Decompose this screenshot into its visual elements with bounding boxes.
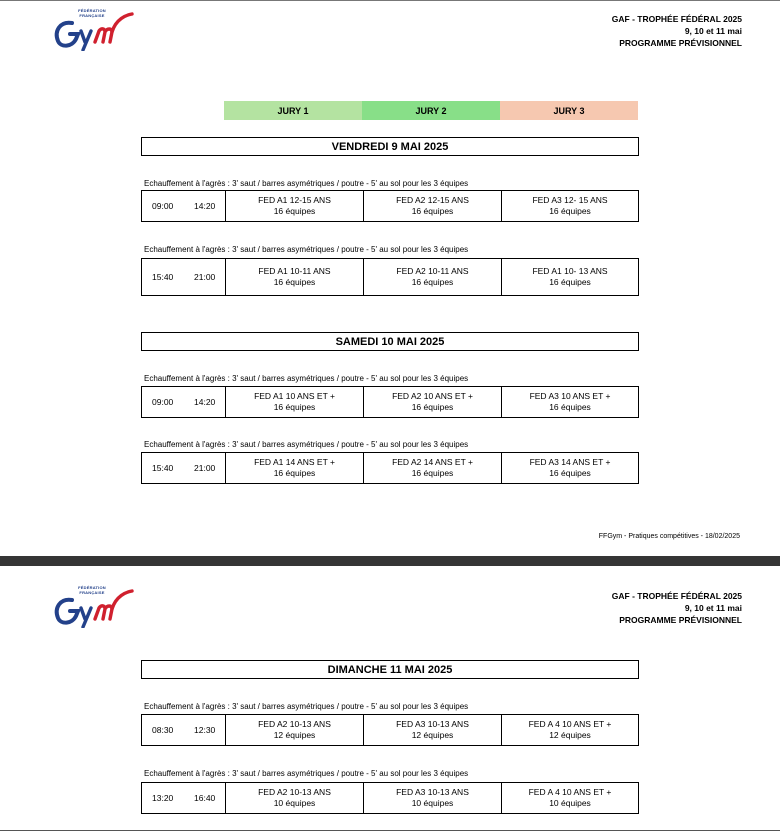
category-name: FED A 4 10 ANS ET + xyxy=(528,719,612,729)
category-name: FED A2 14 ANS ET + xyxy=(392,457,473,467)
slot-end-time: 16:40 xyxy=(194,793,216,803)
category-name: FED A2 10-13 ANS xyxy=(258,719,331,729)
jury-1-cell xyxy=(225,453,363,483)
category-name: FED A1 10 ANS ET + xyxy=(254,391,335,401)
jury-3-cell xyxy=(501,259,639,295)
logo-text-line1: FÉDÉRATION xyxy=(78,585,106,590)
jury-2-cell xyxy=(363,259,501,295)
category-name: FED A2 10-11 ANS xyxy=(396,266,469,276)
category-name: FED A1 14 ANS ET + xyxy=(254,457,335,467)
warmup-note: Echauffement à l'agrès : 3' saut / barres asymétriques / poutre - 5' au sol pour les 3 équipes xyxy=(144,374,469,383)
category-name: FED A3 10 ANS ET + xyxy=(529,391,611,401)
jury-1-header: JURY 1 xyxy=(224,101,362,120)
jury-1-cell xyxy=(225,783,363,813)
warmup-note: Echauffement à l'agrès : 3' saut / barres asymétriques / poutre - 5' au sol pour les 3 équipes xyxy=(144,440,469,449)
slot-start-time: 13:20 xyxy=(152,793,174,803)
team-count: 16 équipes xyxy=(549,206,591,216)
slot-start-time: 09:00 xyxy=(152,201,174,211)
slot-end-time: 14:20 xyxy=(194,201,216,211)
logo-text-line1: FÉDÉRATION xyxy=(78,8,106,13)
header-subtitle: PROGRAMME PRÉVISIONNEL xyxy=(619,615,742,625)
slot-times xyxy=(142,259,225,295)
team-count: 16 équipes xyxy=(273,277,316,287)
slot-times xyxy=(142,783,225,813)
ffgym-logo xyxy=(52,9,136,51)
slot-times xyxy=(142,453,225,483)
team-count: 16 équipes xyxy=(273,468,316,478)
jury-2-cell xyxy=(363,453,501,483)
team-count: 16 équipes xyxy=(411,468,454,478)
schedule-slot xyxy=(141,386,639,418)
team-count: 16 équipes xyxy=(549,402,591,412)
header-dates: 9, 10 et 11 mai xyxy=(684,26,742,36)
day-title-saturday: SAMEDI 10 MAI 2025 xyxy=(141,332,639,351)
warmup-note: Echauffement à l'agrès : 3' saut / barres asymétriques / poutre - 5' au sol pour les 3 équipes xyxy=(144,702,469,711)
category-name: FED A1 10-11 ANS xyxy=(258,266,331,276)
category-name: FED A3 10-13 ANS xyxy=(396,719,469,729)
warmup-note: Echauffement à l'agrès : 3' saut / barres asymétriques / poutre - 5' au sol pour les 3 équipes xyxy=(144,179,469,188)
schedule-slot xyxy=(141,714,639,746)
schedule-slot xyxy=(141,452,639,484)
team-count: 16 équipes xyxy=(549,277,591,287)
slot-start-time: 15:40 xyxy=(152,463,174,473)
team-count: 12 équipes xyxy=(273,730,316,740)
header-subtitle: PROGRAMME PRÉVISIONNEL xyxy=(619,38,742,48)
team-count: 16 équipes xyxy=(273,206,316,216)
jury-1-cell xyxy=(225,259,363,295)
team-count: 16 équipes xyxy=(549,468,591,478)
jury-1-cell xyxy=(225,191,363,221)
jury-3-header: JURY 3 xyxy=(500,101,638,120)
team-count: 10 équipes xyxy=(549,798,591,808)
category-name: FED A3 14 ANS ET + xyxy=(529,457,611,467)
slot-end-time: 14:20 xyxy=(194,397,216,407)
category-name: FED A2 10 ANS ET + xyxy=(392,391,473,401)
team-count: 16 équipes xyxy=(411,277,454,287)
slot-times xyxy=(142,387,225,417)
category-name: FED A3 10-13 ANS xyxy=(396,787,469,797)
header-dates: 9, 10 et 11 mai xyxy=(684,603,742,613)
logo-text-line2: FRANÇAISE xyxy=(79,589,105,595)
slot-end-time: 12:30 xyxy=(194,725,216,735)
slot-end-time: 21:00 xyxy=(194,463,216,473)
page-separator xyxy=(0,556,780,566)
document-page-2 xyxy=(0,566,780,831)
jury-3-cell xyxy=(501,783,639,813)
slot-end-time: 21:00 xyxy=(194,272,216,282)
document-header xyxy=(612,13,742,49)
jury-3-cell xyxy=(501,453,639,483)
document-header xyxy=(612,590,742,626)
team-count: 16 équipes xyxy=(411,206,454,216)
schedule-slot xyxy=(141,258,639,296)
footer-note: FFGym - Pratiques compétitives - 18/02/2025 xyxy=(598,533,740,540)
jury-1-cell xyxy=(225,387,363,417)
team-count: 16 équipes xyxy=(411,402,454,412)
team-count: 10 équipes xyxy=(411,798,454,808)
jury-2-cell xyxy=(363,387,501,417)
header-title: GAF - TROPHÉE FÉDÉRAL 2025 xyxy=(611,591,742,601)
slot-times xyxy=(142,191,225,221)
jury-2-cell xyxy=(363,783,501,813)
jury-3-cell xyxy=(501,715,639,745)
gym-logo-icon xyxy=(52,586,136,628)
header-title: GAF - TROPHÉE FÉDÉRAL 2025 xyxy=(611,14,742,24)
team-count: 12 équipes xyxy=(549,730,591,740)
slot-start-time: 09:00 xyxy=(152,397,174,407)
warmup-note: Echauffement à l'agrès : 3' saut / barres asymétriques / poutre - 5' au sol pour les 3 équipes xyxy=(144,245,469,254)
jury-2-header: JURY 2 xyxy=(362,101,500,120)
ffgym-logo xyxy=(52,586,136,628)
category-name: FED A3 12- 15 ANS xyxy=(532,195,608,205)
jury-header-row xyxy=(224,101,638,120)
team-count: 10 équipes xyxy=(273,798,316,808)
warmup-note: Echauffement à l'agrès : 3' saut / barres asymétriques / poutre - 5' au sol pour les 3 équipes xyxy=(144,769,469,778)
logo-text-line2: FRANÇAISE xyxy=(79,12,105,18)
jury-2-cell xyxy=(363,715,501,745)
slot-times xyxy=(142,715,225,745)
jury-1-cell xyxy=(225,715,363,745)
category-name: FED A2 10-13 ANS xyxy=(258,787,331,797)
gym-logo-icon xyxy=(52,9,136,51)
team-count: 12 équipes xyxy=(411,730,454,740)
schedule-slot xyxy=(141,190,639,222)
day-title-friday: VENDREDI 9 MAI 2025 xyxy=(141,137,639,156)
slot-start-time: 08:30 xyxy=(152,725,174,735)
team-count: 16 équipes xyxy=(273,402,316,412)
jury-3-cell xyxy=(501,387,639,417)
slot-start-time: 15:40 xyxy=(152,272,174,282)
schedule-slot xyxy=(141,782,639,814)
category-name: FED A 4 10 ANS ET + xyxy=(528,787,612,797)
jury-2-cell xyxy=(363,191,501,221)
day-title-sunday: DIMANCHE 11 MAI 2025 xyxy=(141,660,639,679)
category-name: FED A2 12-15 ANS xyxy=(396,195,469,205)
jury-3-cell xyxy=(501,191,639,221)
category-name: FED A1 10- 13 ANS xyxy=(532,266,608,276)
category-name: FED A1 12-15 ANS xyxy=(258,195,331,205)
